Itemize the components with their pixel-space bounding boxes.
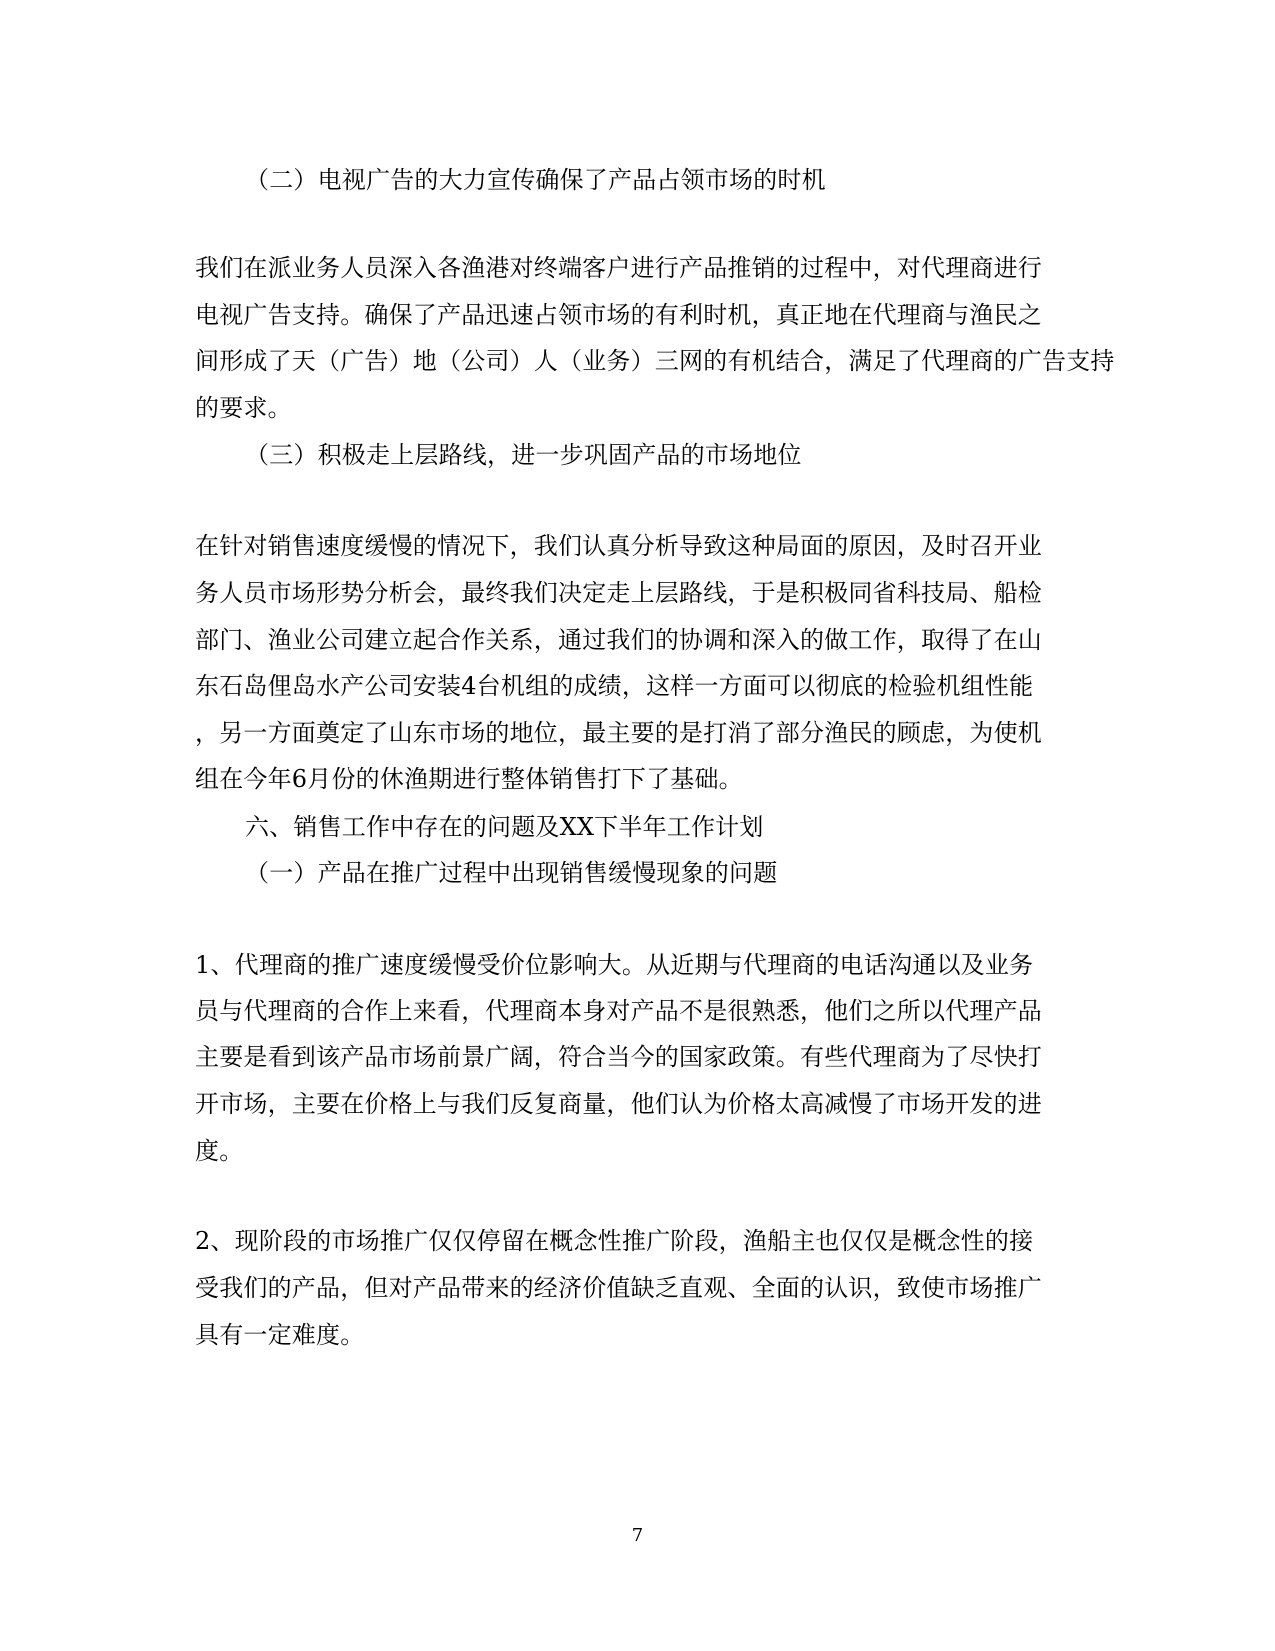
paragraph-line: 员与代理商的合作上来看，代理商本身对产品不是很熟悉，他们之所以代理产品: [195, 997, 1042, 1025]
paragraph-line: 东石岛俚岛水产公司安装4台机组的成绩，这样一方面可以彻底的检验机组性能: [195, 672, 1034, 700]
numbered-paragraph-line: 2、现阶段的市场推广仅仅停留在概念性推广阶段，渔船主也仅仅是概念性的接: [195, 1227, 1034, 1255]
paragraph-line: 在针对销售速度缓慢的情况下，我们认真分析导致这种局面的原因，及时召开业: [195, 532, 1042, 560]
page-number: 7: [631, 1525, 644, 1546]
paragraph-line: ，另一方面奠定了山东市场的地位，最主要的是打消了部分渔民的顾虑，为使机: [195, 719, 1042, 747]
paragraph-line: 的要求。: [195, 394, 292, 422]
paragraph-line: 主要是看到该产品市场前景广阔，符合当今的国家政策。有些代理商为了尽快打: [195, 1043, 1042, 1071]
paragraph-line: 间形成了天（广告）地（公司）人（业务）三网的有机结合，满足了代理商的广告支持: [195, 347, 1115, 375]
paragraph-line: 部门、渔业公司建立起合作关系，通过我们的协调和深入的做工作，取得了在山: [195, 626, 1042, 654]
paragraph-line: 我们在派业务人员深入各渔港对终端客户进行产品推销的过程中，对代理商进行: [195, 254, 1042, 282]
section-heading-3: （三）积极走上层路线，进一步巩固产品的市场地位: [245, 441, 802, 469]
numbered-paragraph-line: 1、代理商的推广速度缓慢受价位影响大。从近期与代理商的电话沟通以及业务: [195, 951, 1034, 979]
section-heading-2: （二）电视广告的大力宣传确保了产品占领市场的时机: [245, 166, 826, 194]
section-heading-1: （一）产品在推广过程中出现销售缓慢现象的问题: [245, 859, 778, 887]
paragraph-line: 度。: [195, 1137, 244, 1165]
paragraph-line: 电视广告支持。确保了产品迅速占领市场的有利时机，真正地在代理商与渔民之: [195, 301, 1042, 329]
paragraph-line: 务人员市场形势分析会，最终我们决定走上层路线，于是积极同省科技局、船检: [195, 579, 1042, 607]
paragraph-line: 受我们的产品，但对产品带来的经济价值缺乏直观、全面的认识，致使市场推广: [195, 1274, 1042, 1302]
paragraph-line: 具有一定难度。: [195, 1321, 365, 1349]
paragraph-line: 开市场，主要在价格上与我们反复商量，他们认为价格太高减慢了市场开发的进: [195, 1090, 1042, 1118]
paragraph-line: 组在今年6月份的休渔期进行整体销售打下了基础。: [195, 765, 743, 793]
chapter-heading-6: 六、销售工作中存在的问题及XX下半年工作计划: [245, 813, 764, 841]
